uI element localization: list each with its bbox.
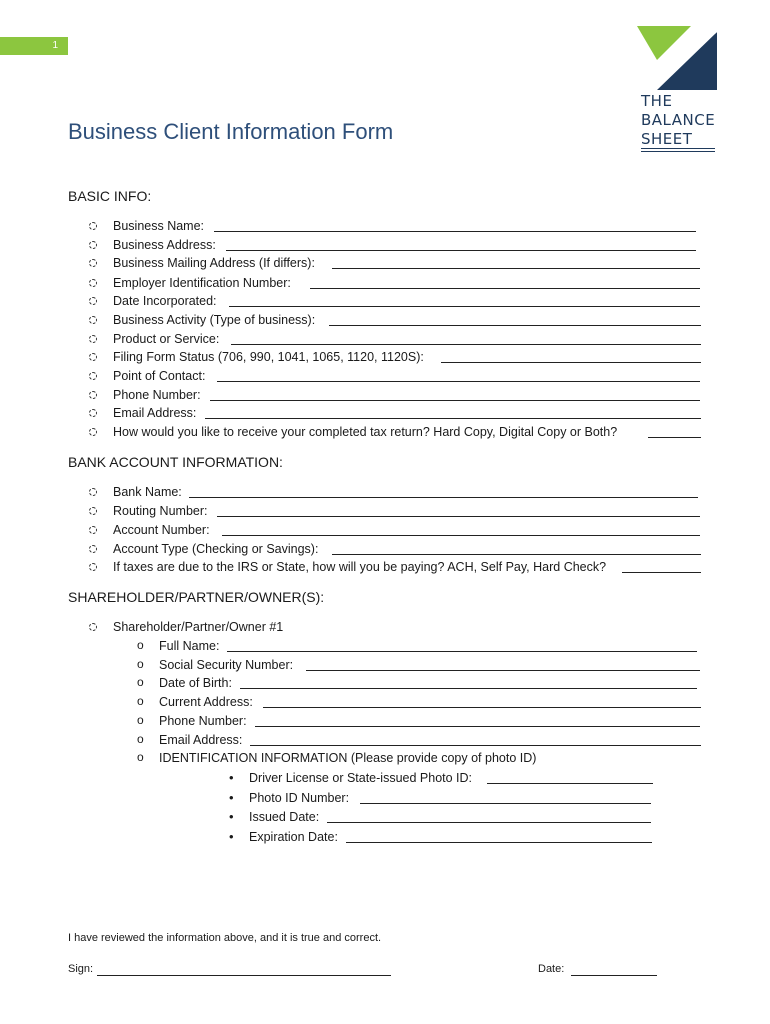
fill-line[interactable] bbox=[360, 803, 651, 804]
bullet-circle-icon bbox=[89, 623, 97, 631]
field-label: Full Name: bbox=[159, 639, 220, 653]
fill-line[interactable] bbox=[226, 250, 696, 251]
sub-bullet-icon: o bbox=[137, 675, 144, 689]
field-label: If taxes are due to the IRS or State, how will you be paying? ACH, Self Pay, Hard Check? bbox=[113, 560, 607, 574]
field-label: Product or Service: bbox=[113, 332, 220, 346]
field-label: Bank Name: bbox=[113, 485, 182, 499]
sub-bullet-icon: o bbox=[137, 657, 144, 671]
field-label: Email Address: bbox=[113, 406, 197, 420]
sub-bullet-icon: o bbox=[137, 732, 144, 746]
bullet-circle-icon bbox=[89, 279, 97, 287]
owner-label: Shareholder/Partner/Owner #1 bbox=[113, 620, 284, 634]
fill-line[interactable] bbox=[327, 822, 651, 823]
page-title: Business Client Information Form bbox=[68, 119, 394, 144]
fill-line[interactable] bbox=[255, 726, 700, 727]
field-label: Issued Date: bbox=[249, 810, 320, 824]
fill-line[interactable] bbox=[227, 651, 697, 652]
certification-statement: I have reviewed the information above, and it is true and correct. bbox=[68, 932, 382, 944]
logo-word-3: SHEET bbox=[641, 130, 693, 148]
logo-checkmark-icon bbox=[633, 26, 723, 90]
field-label: Expiration Date: bbox=[249, 830, 338, 844]
bullet-circle-icon bbox=[89, 563, 97, 571]
logo-underline-2 bbox=[641, 151, 715, 152]
field-label: Filing Form Status (706, 990, 1041, 1065, 1120, 1120S): bbox=[113, 350, 424, 364]
basic-info-heading: BASIC INFO: bbox=[68, 188, 152, 204]
field-label: Date of Birth: bbox=[159, 676, 232, 690]
fill-line[interactable] bbox=[205, 418, 701, 419]
owners-heading: SHAREHOLDER/PARTNER/OWNER(S): bbox=[68, 589, 325, 605]
company-logo bbox=[633, 26, 723, 156]
bullet-circle-icon bbox=[89, 335, 97, 343]
fill-line[interactable] bbox=[487, 783, 653, 784]
date-line[interactable] bbox=[571, 975, 657, 976]
fill-line[interactable] bbox=[310, 288, 700, 289]
fill-line[interactable] bbox=[240, 688, 697, 689]
fill-line[interactable] bbox=[263, 707, 701, 708]
fill-line[interactable] bbox=[214, 231, 696, 232]
field-label: Account Type (Checking or Savings): bbox=[113, 542, 319, 556]
field-label: Point of Contact: bbox=[113, 369, 206, 383]
fill-line[interactable] bbox=[222, 535, 700, 536]
bullet-circle-icon bbox=[89, 259, 97, 267]
logo-wordmark bbox=[641, 92, 715, 149]
field-label: Phone Number: bbox=[113, 388, 201, 402]
field-label: Account Number: bbox=[113, 523, 210, 537]
bullet-circle-icon bbox=[89, 428, 97, 436]
fill-line[interactable] bbox=[441, 362, 701, 363]
dot-bullet-icon: • bbox=[229, 829, 234, 844]
sub-bullet-icon: o bbox=[137, 750, 144, 764]
sign-label: Sign: bbox=[68, 963, 94, 975]
field-label: Business Activity (Type of business): bbox=[113, 313, 316, 327]
dot-bullet-icon: • bbox=[229, 770, 234, 785]
field-label: Routing Number: bbox=[113, 504, 208, 518]
fill-line[interactable] bbox=[346, 842, 652, 843]
bullet-circle-icon bbox=[89, 241, 97, 249]
signature-line[interactable] bbox=[97, 975, 391, 976]
sub-bullet-icon: o bbox=[137, 694, 144, 708]
dot-bullet-icon: • bbox=[229, 809, 234, 824]
sub-bullet-icon: o bbox=[137, 713, 144, 727]
fill-line[interactable] bbox=[306, 670, 700, 671]
page-number-tab bbox=[0, 37, 68, 55]
field-label: Email Address: bbox=[159, 733, 243, 747]
bullet-circle-icon bbox=[89, 545, 97, 553]
fill-line[interactable] bbox=[217, 516, 700, 517]
sub-bullet-icon: o bbox=[137, 638, 144, 652]
field-label: Social Security Number: bbox=[159, 658, 294, 672]
bullet-circle-icon bbox=[89, 507, 97, 515]
bullet-circle-icon bbox=[89, 297, 97, 305]
fill-line[interactable] bbox=[231, 344, 701, 345]
field-label: Business Name: bbox=[113, 219, 205, 233]
page-number: 1 bbox=[52, 40, 58, 51]
field-label: Employer Identification Number: bbox=[113, 276, 291, 290]
bullet-circle-icon bbox=[89, 316, 97, 324]
logo-underline bbox=[641, 148, 715, 149]
field-label: Phone Number: bbox=[159, 714, 247, 728]
bank-info-heading: BANK ACCOUNT INFORMATION: bbox=[68, 454, 283, 470]
fill-line[interactable] bbox=[329, 325, 701, 326]
bullet-circle-icon bbox=[89, 222, 97, 230]
bullet-circle-icon bbox=[89, 526, 97, 534]
fill-line[interactable] bbox=[217, 381, 700, 382]
bullet-circle-icon bbox=[89, 409, 97, 417]
logo-word-2: BALANCE bbox=[641, 111, 716, 129]
field-label: How would you like to receive your completed tax return? Hard Copy, Digital Copy or Both? bbox=[113, 425, 618, 439]
dot-bullet-icon: • bbox=[229, 790, 234, 805]
fill-line[interactable] bbox=[622, 572, 701, 573]
field-label: IDENTIFICATION INFORMATION (Please provide copy of photo ID) bbox=[159, 751, 537, 765]
fill-line[interactable] bbox=[332, 268, 700, 269]
fill-line[interactable] bbox=[250, 745, 701, 746]
bullet-circle-icon bbox=[89, 391, 97, 399]
fill-line[interactable] bbox=[189, 497, 698, 498]
field-label: Date Incorporated: bbox=[113, 294, 217, 308]
logo-word-1: THE bbox=[641, 92, 673, 110]
field-label: Business Mailing Address (If differs): bbox=[113, 256, 315, 270]
fill-line[interactable] bbox=[332, 554, 701, 555]
field-label: Photo ID Number: bbox=[249, 791, 350, 805]
bullet-circle-icon bbox=[89, 372, 97, 380]
fill-line[interactable] bbox=[210, 400, 700, 401]
field-label: Current Address: bbox=[159, 695, 253, 709]
field-label: Driver License or State-issued Photo ID: bbox=[249, 771, 473, 785]
date-label: Date: bbox=[538, 963, 565, 975]
fill-line[interactable] bbox=[229, 306, 700, 307]
bullet-circle-icon bbox=[89, 353, 97, 361]
field-label: Business Address: bbox=[113, 238, 216, 252]
fill-line[interactable] bbox=[648, 437, 701, 438]
bullet-circle-icon bbox=[89, 488, 97, 496]
